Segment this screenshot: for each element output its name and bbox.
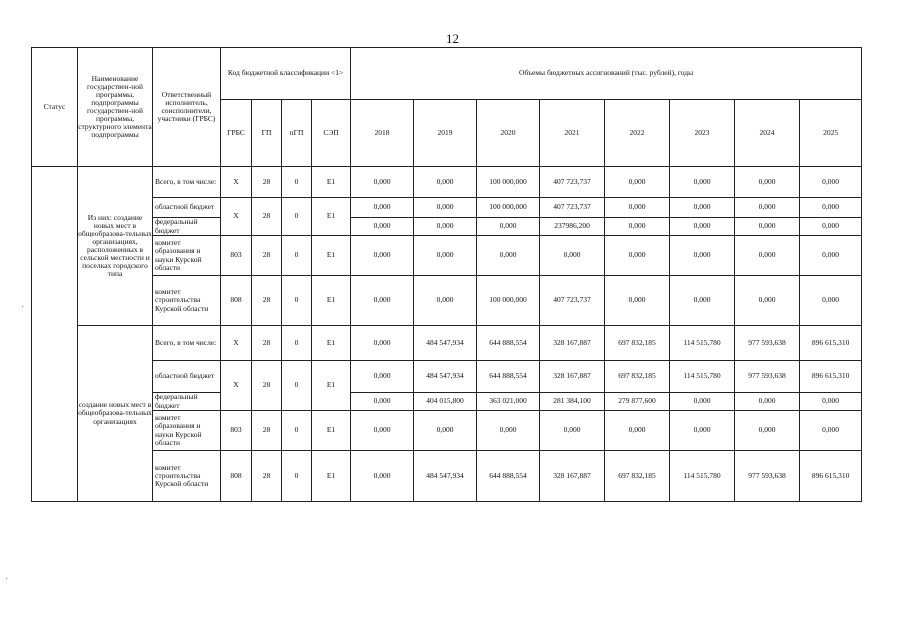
value-2020: 644 888,554: [477, 361, 540, 393]
value-2022: 0,000: [605, 411, 670, 451]
gp-cell: 28: [252, 167, 282, 198]
value-2018: 0,000: [351, 411, 414, 451]
header-program-name: Наименование государствен-ной программы, подпрограммы государствен-ной программы, структурного элемента подпрограммы: [78, 48, 153, 167]
gp-cell: 28: [252, 361, 282, 411]
pgp-cell: 0: [282, 451, 312, 502]
value-2023: 114 515,780: [670, 361, 735, 393]
value-2023: 0,000: [670, 218, 735, 236]
grbs-cell: Х: [221, 326, 252, 361]
value-2021: 237986,200: [540, 218, 605, 236]
table-row: [32, 167, 862, 198]
value-2024: 0,000: [735, 218, 800, 236]
grbs-cell: 803: [221, 411, 252, 451]
sep-cell: Е1: [312, 198, 351, 236]
value-2022: 0,000: [605, 198, 670, 218]
grbs-cell: 803: [221, 236, 252, 276]
scan-speck: [6, 578, 7, 579]
sep-cell: Е1: [312, 276, 351, 326]
executor-cell: Всего, в том числе:: [153, 167, 221, 198]
value-2021: 328 167,887: [540, 361, 605, 393]
value-2022: 0,000: [605, 218, 670, 236]
executor-cell: комитет образования и науки Курской области: [153, 411, 221, 451]
executor-cell: комитет строительства Курской области: [153, 276, 221, 326]
table-row: [32, 218, 862, 236]
value-2020: 100 000,000: [477, 276, 540, 326]
value-2025: 0,000: [800, 411, 862, 451]
value-2020: 100 000,000: [477, 167, 540, 198]
executor-cell: комитет строительства Курской области: [153, 451, 221, 502]
header-budget-code: Код бюджетной классификации <1>: [221, 48, 351, 100]
table-row: [32, 326, 862, 361]
value-2020: 644 888,554: [477, 326, 540, 361]
value-2020: 363 021,000: [477, 393, 540, 411]
value-2025: 0,000: [800, 236, 862, 276]
value-2024: 0,000: [735, 167, 800, 198]
value-2019: 0,000: [414, 167, 477, 198]
pgp-cell: 0: [282, 236, 312, 276]
value-2023: 0,000: [670, 198, 735, 218]
value-2024: 977 593,638: [735, 451, 800, 502]
executor-cell: федеральный бюджет: [153, 393, 221, 411]
value-2023: 114 515,780: [670, 451, 735, 502]
scan-speck: [22, 306, 23, 307]
value-2021: 328 167,887: [540, 451, 605, 502]
header-code-sep: СЭП: [312, 100, 351, 167]
value-2018: 0,000: [351, 393, 414, 411]
sep-cell: Е1: [312, 361, 351, 411]
header-year-2018: 2018: [351, 100, 414, 167]
pgp-cell: 0: [282, 167, 312, 198]
value-2024: 977 593,638: [735, 361, 800, 393]
value-2025: 896 615,310: [800, 451, 862, 502]
value-2020: 100 000,000: [477, 198, 540, 218]
value-2023: 0,000: [670, 167, 735, 198]
gp-cell: 28: [252, 198, 282, 236]
value-2018: 0,000: [351, 326, 414, 361]
grbs-cell: 808: [221, 276, 252, 326]
table-row: [32, 276, 862, 326]
executor-cell: областной бюджет: [153, 198, 221, 218]
value-2022: 0,000: [605, 236, 670, 276]
page-number: 12: [446, 31, 459, 46]
grbs-cell: Х: [221, 198, 252, 236]
sep-cell: Е1: [312, 236, 351, 276]
executor-cell: федеральный бюджет: [153, 218, 221, 236]
value-2023: 0,000: [670, 276, 735, 326]
value-2024: 977 593,638: [735, 326, 800, 361]
value-2019: 0,000: [414, 276, 477, 326]
gp-cell: 28: [252, 276, 282, 326]
budget-allocation-table: [31, 47, 862, 502]
pgp-cell: 0: [282, 198, 312, 236]
value-2022: 0,000: [605, 276, 670, 326]
header-year-2022: 2022: [605, 100, 670, 167]
value-2025: 896 615,310: [800, 326, 862, 361]
header-code-pgp: пГП: [282, 100, 312, 167]
value-2020: 0,000: [477, 411, 540, 451]
table-row: [32, 361, 862, 393]
header-code-gp: ГП: [252, 100, 282, 167]
group2-name: создание новых мест в общеобразова-тельных организациях: [78, 326, 153, 502]
header-status: Статус: [32, 48, 78, 167]
value-2025: 0,000: [800, 198, 862, 218]
value-2024: 0,000: [735, 236, 800, 276]
header-year-2025: 2025: [800, 100, 862, 167]
value-2019: 484 547,934: [414, 361, 477, 393]
gp-cell: 28: [252, 411, 282, 451]
sep-cell: Е1: [312, 326, 351, 361]
value-2018: 0,000: [351, 451, 414, 502]
value-2021: 328 167,887: [540, 326, 605, 361]
value-2023: 114 515,780: [670, 326, 735, 361]
sep-cell: Е1: [312, 411, 351, 451]
value-2018: 0,000: [351, 361, 414, 393]
value-2020: 0,000: [477, 218, 540, 236]
value-2019: 0,000: [414, 198, 477, 218]
value-2024: 0,000: [735, 411, 800, 451]
grbs-cell: Х: [221, 361, 252, 411]
value-2023: 0,000: [670, 393, 735, 411]
table-row: [32, 198, 862, 218]
value-2020: 644 888,554: [477, 451, 540, 502]
grbs-cell: 808: [221, 451, 252, 502]
table-row: [32, 236, 862, 276]
value-2022: 697 832,185: [605, 361, 670, 393]
value-2023: 0,000: [670, 236, 735, 276]
gp-cell: 28: [252, 451, 282, 502]
value-2023: 0,000: [670, 411, 735, 451]
header-code-grbs: ГРБС: [221, 100, 252, 167]
value-2025: 896 615,310: [800, 361, 862, 393]
gp-cell: 28: [252, 326, 282, 361]
table-row: [32, 393, 862, 411]
value-2018: 0,000: [351, 236, 414, 276]
value-2019: 484 547,934: [414, 451, 477, 502]
pgp-cell: 0: [282, 411, 312, 451]
executor-cell: комитет образования и науки Курской области: [153, 236, 221, 276]
header-year-2023: 2023: [670, 100, 735, 167]
pgp-cell: 0: [282, 361, 312, 411]
value-2025: 0,000: [800, 276, 862, 326]
value-2022: 0,000: [605, 167, 670, 198]
value-2024: 0,000: [735, 198, 800, 218]
value-2019: 0,000: [414, 236, 477, 276]
value-2025: 0,000: [800, 393, 862, 411]
value-2024: 0,000: [735, 276, 800, 326]
value-2019: 0,000: [414, 411, 477, 451]
value-2025: 0,000: [800, 167, 862, 198]
sep-cell: Е1: [312, 167, 351, 198]
value-2021: 0,000: [540, 236, 605, 276]
grbs-cell: Х: [221, 167, 252, 198]
header-executor: Ответственный исполнитель, соисполнители, участники (ГРБС): [153, 48, 221, 167]
value-2021: 407 723,737: [540, 198, 605, 218]
value-2021: 407 723,737: [540, 276, 605, 326]
executor-cell: областной бюджет: [153, 361, 221, 393]
value-2018: 0,000: [351, 167, 414, 198]
header-volumes: Объемы бюджетных ассигнований (тыс. рублей), годы: [351, 48, 862, 100]
value-2018: 0,000: [351, 218, 414, 236]
value-2021: 407 723,737: [540, 167, 605, 198]
value-2020: 0,000: [477, 236, 540, 276]
value-2024: 0,000: [735, 393, 800, 411]
value-2019: 404 015,800: [414, 393, 477, 411]
value-2022: 279 877,600: [605, 393, 670, 411]
value-2021: 0,000: [540, 411, 605, 451]
value-2022: 697 832,185: [605, 326, 670, 361]
gp-cell: 28: [252, 236, 282, 276]
executor-cell: Всего, в том числе:: [153, 326, 221, 361]
value-2019: 484 547,934: [414, 326, 477, 361]
value-2021: 281 384,100: [540, 393, 605, 411]
header-year-2020: 2020: [477, 100, 540, 167]
value-2018: 0,000: [351, 198, 414, 218]
pgp-cell: 0: [282, 326, 312, 361]
pgp-cell: 0: [282, 276, 312, 326]
table-row: [32, 411, 862, 451]
header-row-top: [32, 48, 862, 100]
sep-cell: Е1: [312, 451, 351, 502]
group1-name: Из них: создание новых мест в общеобразова-тельных организациях, расположенных в сельской местности и поселках городского типа: [78, 167, 153, 326]
value-2019: 0,000: [414, 218, 477, 236]
status-cell: [32, 167, 78, 502]
value-2022: 697 832,185: [605, 451, 670, 502]
value-2025: 0,000: [800, 218, 862, 236]
header-year-2019: 2019: [414, 100, 477, 167]
header-year-2021: 2021: [540, 100, 605, 167]
value-2018: 0,000: [351, 276, 414, 326]
table-row: [32, 451, 862, 502]
header-year-2024: 2024: [735, 100, 800, 167]
